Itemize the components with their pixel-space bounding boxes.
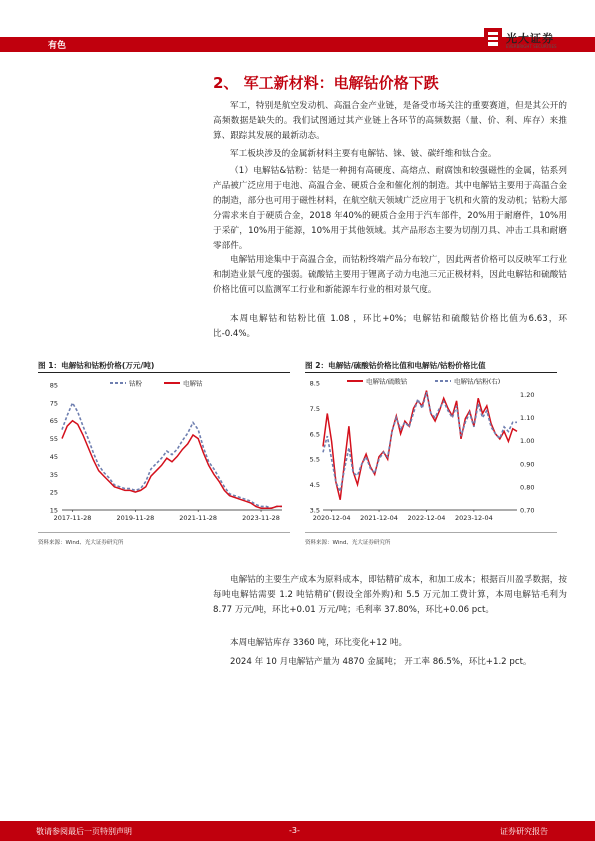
footer-disclaimer: 敬请参阅最后一页特别声明	[36, 827, 132, 836]
y-right-tick-label: 1.00	[520, 437, 535, 446]
x-tick-label: 2023-12-04	[454, 514, 493, 522]
figure1-title: 图 1：电解钴和钴粉价格(万元/吨)	[38, 361, 155, 370]
series-line-1	[323, 392, 517, 491]
x-tick-label: 2022-12-04	[407, 514, 446, 522]
paragraph-inventory: 本周电解钴库存 3360 吨，环比变化+12 吨。	[230, 638, 408, 648]
paragraph-cost-margin: 电解钴的主要生产成本为原料成本，即钴精矿成本，和加工成本；根据百川盈孚数据，按每吨电解钴需要 1.2 吨钴精矿(假设全部外购)和 5.5 万元加工费计算，本周电解钴毛利为 8.77 万元/吨，环比+0.01 万元/吨；毛利率 37.80%，环比+0.06 pct。	[213, 575, 567, 615]
y-right-tick-label: 0.80	[520, 483, 535, 492]
page-number: -3-	[289, 826, 300, 835]
y-tick-label: 15	[49, 506, 58, 515]
x-tick-label: 2017-11-28	[53, 514, 92, 522]
y-right-tick-label: 1.20	[520, 391, 535, 400]
figure1-source: 资料来源：Wind、光大证券研究所	[38, 540, 124, 546]
sector-tag: 有色	[48, 41, 67, 51]
y-right-tick-label: 1.10	[520, 414, 535, 423]
series-line-0	[323, 391, 517, 500]
footer-bar	[0, 821, 595, 841]
x-tick-label: 2019-11-28	[116, 514, 155, 522]
paragraph-materials: 军工板块涉及的金属新材料主要有电解钴、铼、铍、碳纤维和钛合金。	[230, 149, 497, 159]
x-tick-label: 2023-11-28	[242, 514, 280, 522]
figure2-title: 图 2：电解钴/硫酸钴价格比值和电解钴/钴粉价格比值	[305, 361, 486, 370]
legend-label-1: 电解钴	[183, 379, 203, 388]
y-right-tick-label: 0.90	[520, 460, 535, 469]
brand-logo-icon	[484, 28, 502, 50]
x-tick-label: 2021-11-28	[179, 514, 218, 522]
legend-label-0: 电解钴/硫酸钴	[366, 377, 408, 386]
series-line-0	[62, 403, 282, 508]
paragraph-cobalt: （1）电解钴&钴粉：钴是一种拥有高硬度、高熔点、耐腐蚀和较强磁性的金属，钴系列产品被广泛应用于电池、高温合金、硬质合金和催化剂的制造。其中电解钴主要用于高温合金的制造，部分也可用于磁性材料，在航空航天领域广泛应用于飞机和火箭的发动机；钴粉大部分需求来自于硬质合金，2018 年40%的硬质合金用于汽车部件，20%用于耐磨件，10%用于采矿，10%用于能源，10%用于其他领域。其产品形态主要为切削刀具、冲击工具和耐磨零部件。	[213, 166, 567, 251]
y-left-tick-label: 3.5	[309, 506, 320, 515]
y-tick-label: 25	[49, 488, 58, 497]
brand-name: 光大证券	[506, 32, 554, 45]
y-left-tick-label: 6.5	[309, 430, 320, 439]
y-tick-label: 45	[49, 452, 58, 461]
y-tick-label: 35	[49, 470, 58, 479]
x-tick-label: 2020-12-04	[312, 514, 351, 522]
figure2-chart	[305, 373, 557, 530]
paragraph-weekly-ratio: 本周电解钴和钴粉比值 1.08 ，环比+0%；电解钴和硫酸钴价格比值为6.63，环比-0.4%。	[213, 314, 567, 339]
y-left-tick-label: 7.5	[309, 404, 320, 413]
y-left-tick-label: 8.5	[309, 379, 320, 388]
brand-logo	[484, 28, 564, 54]
legend-label-0: 钴粉	[129, 379, 142, 388]
y-left-tick-label: 5.5	[309, 455, 320, 464]
figure2-source: 资料来源：Wind、光大证券研究所	[305, 540, 391, 546]
y-right-tick-label: 0.70	[520, 506, 535, 515]
y-tick-label: 55	[49, 435, 58, 444]
y-tick-label: 75	[49, 399, 58, 408]
figure1-chart	[38, 373, 290, 530]
figure1-bottom-rule	[38, 532, 290, 533]
y-tick-label: 65	[49, 417, 58, 426]
y-left-tick-label: 4.5	[309, 481, 320, 490]
legend-label-1: 电解钴/钴粉(右)	[454, 377, 501, 386]
y-tick-label: 85	[49, 381, 58, 390]
figure2-bottom-rule	[305, 532, 557, 533]
section-title: 2、 军工新材料：电解钴价格下跌	[213, 74, 439, 92]
paragraph-ratio-meaning: 电解钴用途集中于高温合金，而钴粉终端产品分布较广，因此两者价格可以反映军工行业和制造业景气度的强弱。硫酸钴主要用于锂离子动力电池三元正极材料，因此电解钴和硫酸钴价格比值可以监测军工行业和新能源车行业的相对景气度。	[213, 255, 567, 295]
paragraph-production: 2024 年 10 月电解钴产量为 4870 金属吨； 开工率 86.5%，环比+1.2 pct。	[230, 657, 532, 667]
paragraph-intro: 军工，特别是航空发动机、高温合金产业链，是备受市场关注的重要赛道，但是其公开的高频数据是缺失的。我们试图通过其产业链上各环节的高频数据（量、价、利、库存）来推算、跟踪其发展的最新动态。	[213, 101, 567, 141]
x-tick-label: 2021-12-04	[360, 514, 398, 522]
footer-report-type: 证券研究报告	[500, 827, 548, 836]
brand-name-en: EVERBRIGHT SECURITIES	[506, 44, 557, 49]
series-line-1	[62, 421, 282, 509]
